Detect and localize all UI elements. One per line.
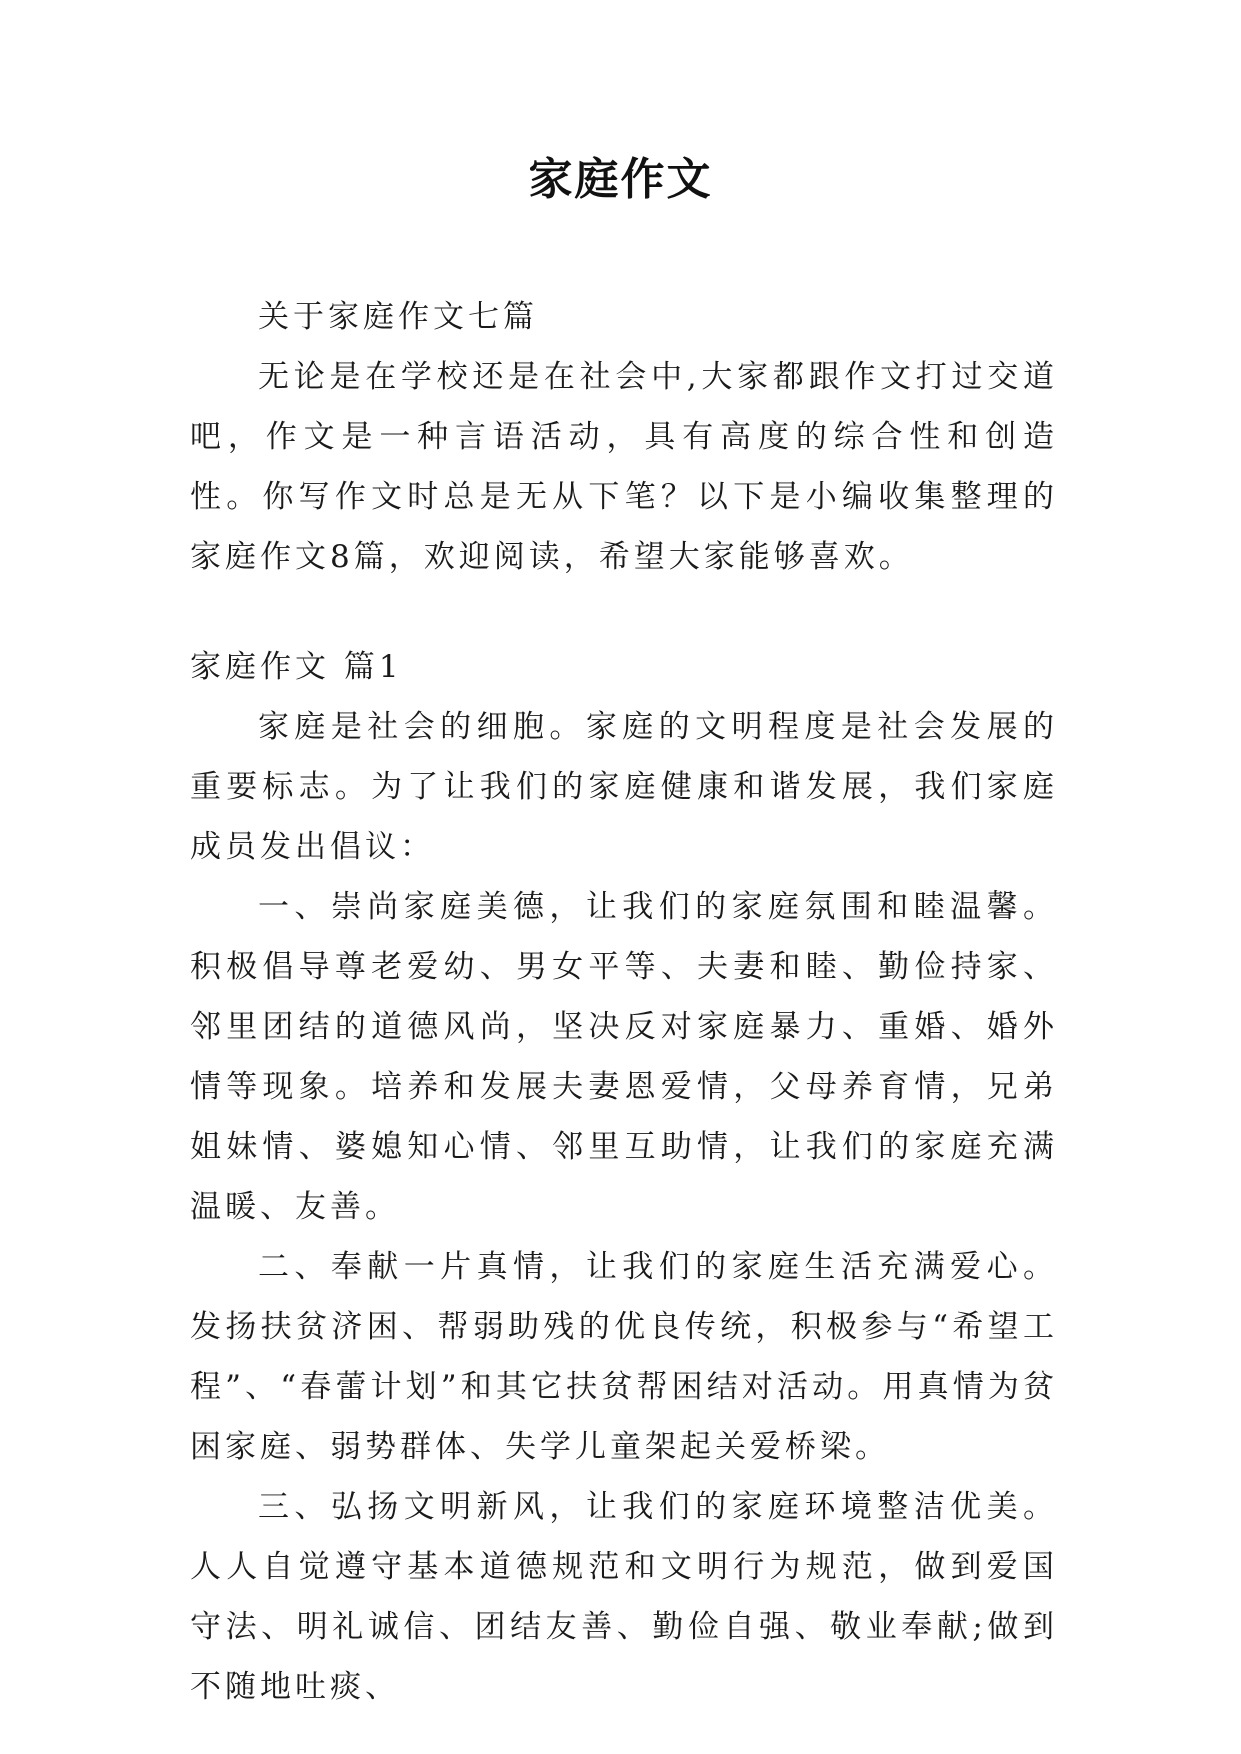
intro-heading: 关于家庭作文七篇 [258,299,538,335]
body-paragraph: 二、奉献一片真情，让我们的家庭生活充满爱心。发扬扶贫济困、帮弱助残的优良传统，积极参与“希望工程”、“春蕾计划”和其它扶贫帮困结对活动。用真情为贫困家庭、弱势群体、失学儿童架起关爱桥梁。 [190,1249,1058,1465]
document-title: 家庭作文 [528,154,713,205]
section-spacer [190,587,1058,637]
document-body [190,287,1058,1717]
body-paragraph: 三、弘扬文明新风，让我们的家庭环境整洁优美。人人自觉遵守基本道德规范和文明行为规范，做到爱国守法、明礼诚信、团结友善、勤俭自强、敬业奉献;做到不随地吐痰、 [190,1489,1058,1705]
body-paragraph: 一、崇尚家庭美德，让我们的家庭氛围和睦温馨。积极倡导尊老爱幼、男女平等、夫妻和睦、勤俭持家、邻里团结的道德风尚，坚决反对家庭暴力、重婚、婚外情等现象。培养和发展夫妻恩爱情，父母养育情，兄弟姐妹情、婆媳知心情、邻里互助情，让我们的家庭充满温暖、友善。 [190,889,1058,1225]
body-paragraph: 家庭是社会的细胞。家庭的文明程度是社会发展的重要标志。为了让我们的家庭健康和谐发展，我们家庭成员发出倡议： [190,709,1058,865]
section-heading: 家庭作文 篇1 [190,649,403,685]
intro-paragraph: 无论是在学校还是在社会中,大家都跟作文打过交道吧，作文是一种言语活动，具有高度的综合性和创造性。你写作文时总是无从下笔？以下是小编收集整理的家庭作文8篇，欢迎阅读，希望大家能够喜欢。 [190,359,1058,575]
